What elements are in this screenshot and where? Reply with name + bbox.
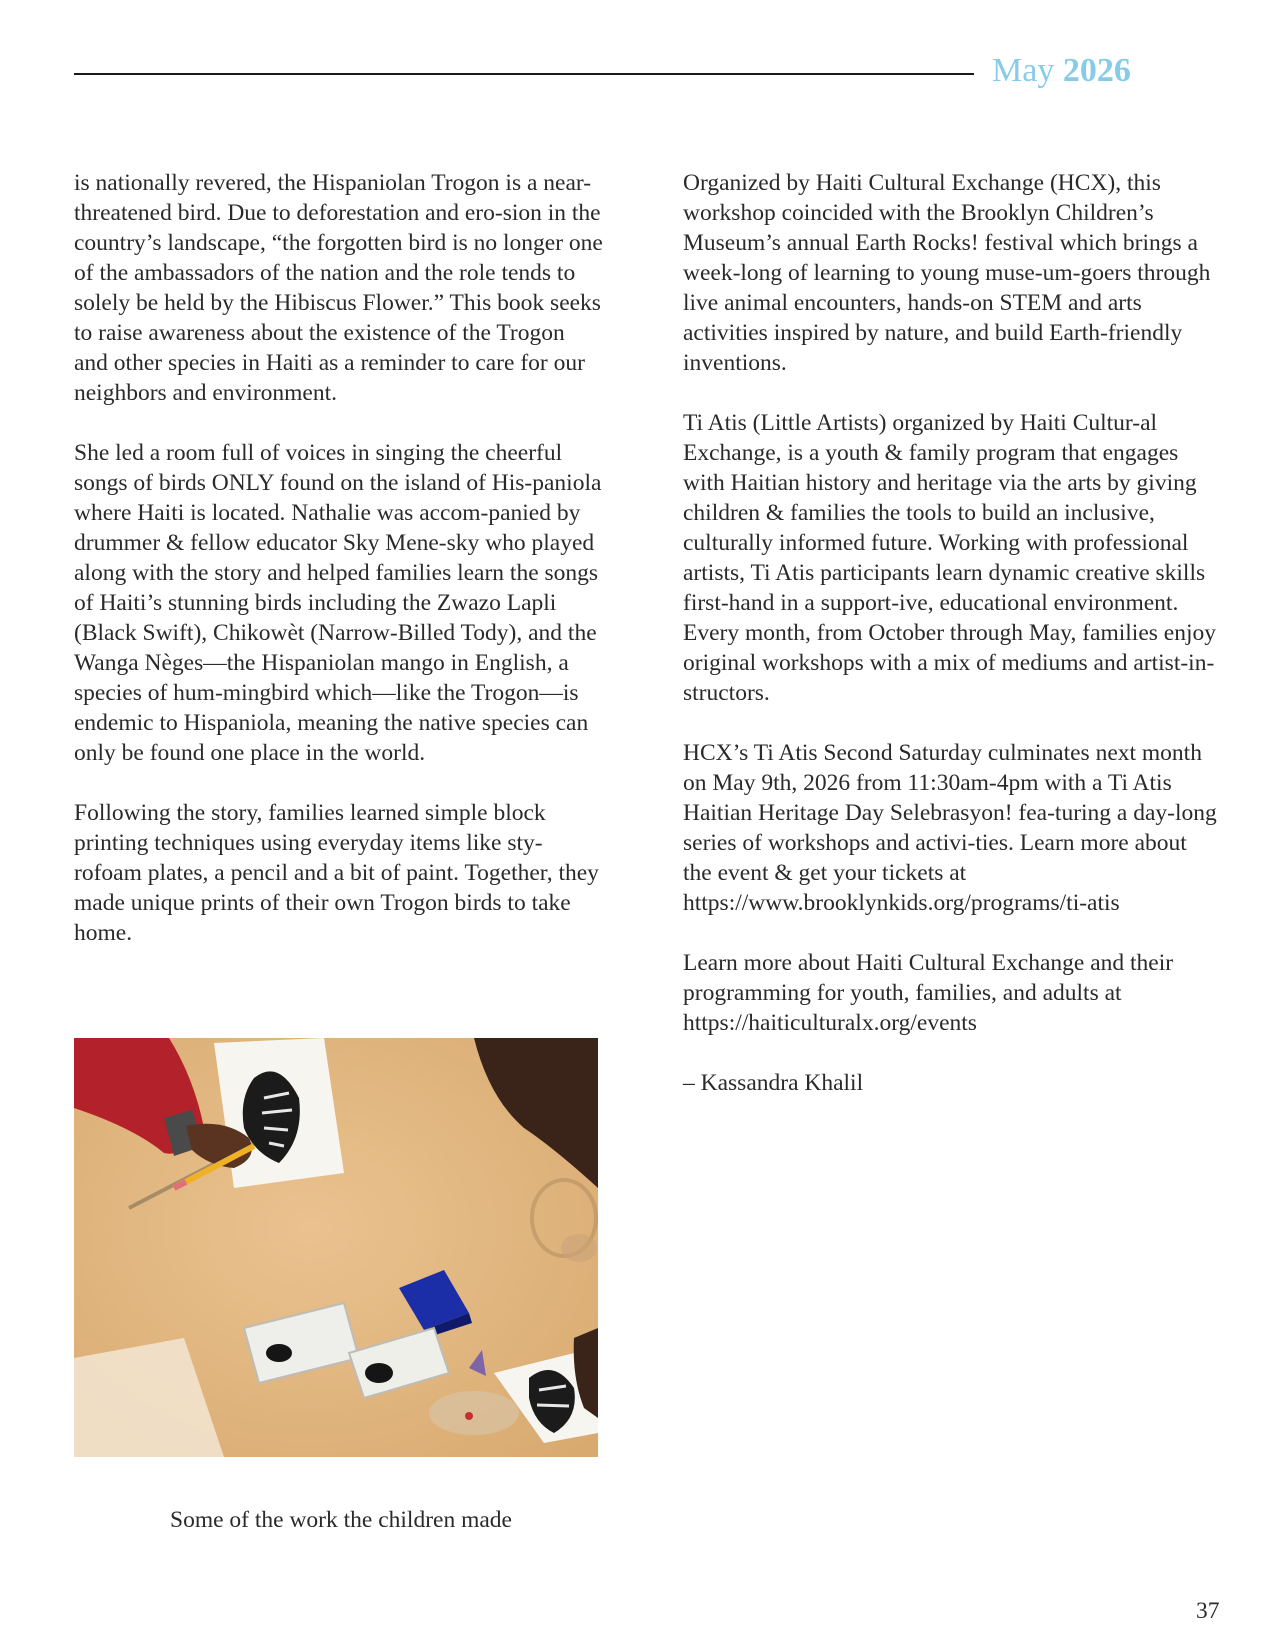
right-column	[683, 168, 1218, 1128]
page-number: 37	[1196, 1598, 1220, 1624]
paragraph: is nationally revered, the Hispaniolan Trogon is a near-threatened bird. Due to deforestation and ero-sion in the country’s landscape, “the forgotten bird is no longer one of the ambassadors of the nation and the role tends to solely be held by the Hibiscus Flower.” This book seeks to raise awareness about the existence of the Trogon and other species in Haiti as a reminder to care for our neighbors and environment.	[74, 170, 603, 406]
paragraph: Following the story, families learned simple block printing techniques using everyday items like sty-rofoam plates, a pencil and a bit of paint. Together, they made unique prints of their own Trogon birds to take home.	[74, 800, 599, 946]
paragraph: HCX’s Ti Atis Second Saturday culminates next month on May 9th, 2026 from 11:30am-4pm with a Ti Atis Haitian Heritage Day Selebrasyon! fea-turing a day-long series of workshops and activi-ties. Learn more about the event & get your tickets at https://www.brooklynkids.org/programs/ti-atis	[683, 740, 1217, 916]
paragraph: Organized by Haiti Cultural Exchange (HCX), this workshop coincided with the Brooklyn Children’s Museum’s annual Earth Rocks! festival which brings a week-long of learning to young muse-um-goers through live animal encounters, hands-on STEM and arts activities inspired by nature, and build Earth-friendly inventions.	[683, 170, 1211, 376]
workshop-photo	[74, 1038, 598, 1457]
photo-caption: Some of the work the children made	[170, 1507, 512, 1533]
issue-date	[992, 52, 1131, 90]
issue-month: May	[992, 52, 1055, 89]
issue-year: 2026	[1062, 52, 1131, 89]
paragraph: Learn more about Haiti Cultural Exchange and their programming for youth, families, and adults at https://haiticulturalx.org/events	[683, 950, 1174, 1036]
paragraph: Ti Atis (Little Artists) organized by Haiti Cultur-al Exchange, is a youth & family program that engages with Haitian history and heritage via the arts by giving children & families the tools to build an inclusive, culturally informed future. Working with professional artists, Ti Atis participants learn dynamic creative skills first-hand in a support-ive, educational environment. Every month, from October through May, families enjoy original workshops with a mix of mediums and artist-in-structors.	[683, 410, 1216, 706]
left-column	[74, 168, 604, 978]
workshop-photo-illustration	[74, 1038, 598, 1457]
paragraph: She led a room full of voices in singing the cheerful songs of birds ONLY found on the island of His-paniola where Haiti is located. Nathalie was accom-panied by drummer & fellow educator Sky Mene-sky who played along with the story and helped families learn the songs of Haiti’s stunning birds including the Zwazo Lapli (Black Swift), Chikowèt (Narrow-Billed Tody), and the Wanga Nèges—the Hispaniolan mango in English, a species of hum-mingbird which—like the Trogon—is endemic to Hispaniola, meaning the native species can only be found one place in the world.	[74, 440, 602, 766]
author-byline: – Kassandra Khalil	[683, 1070, 864, 1096]
header-rule	[74, 73, 974, 75]
